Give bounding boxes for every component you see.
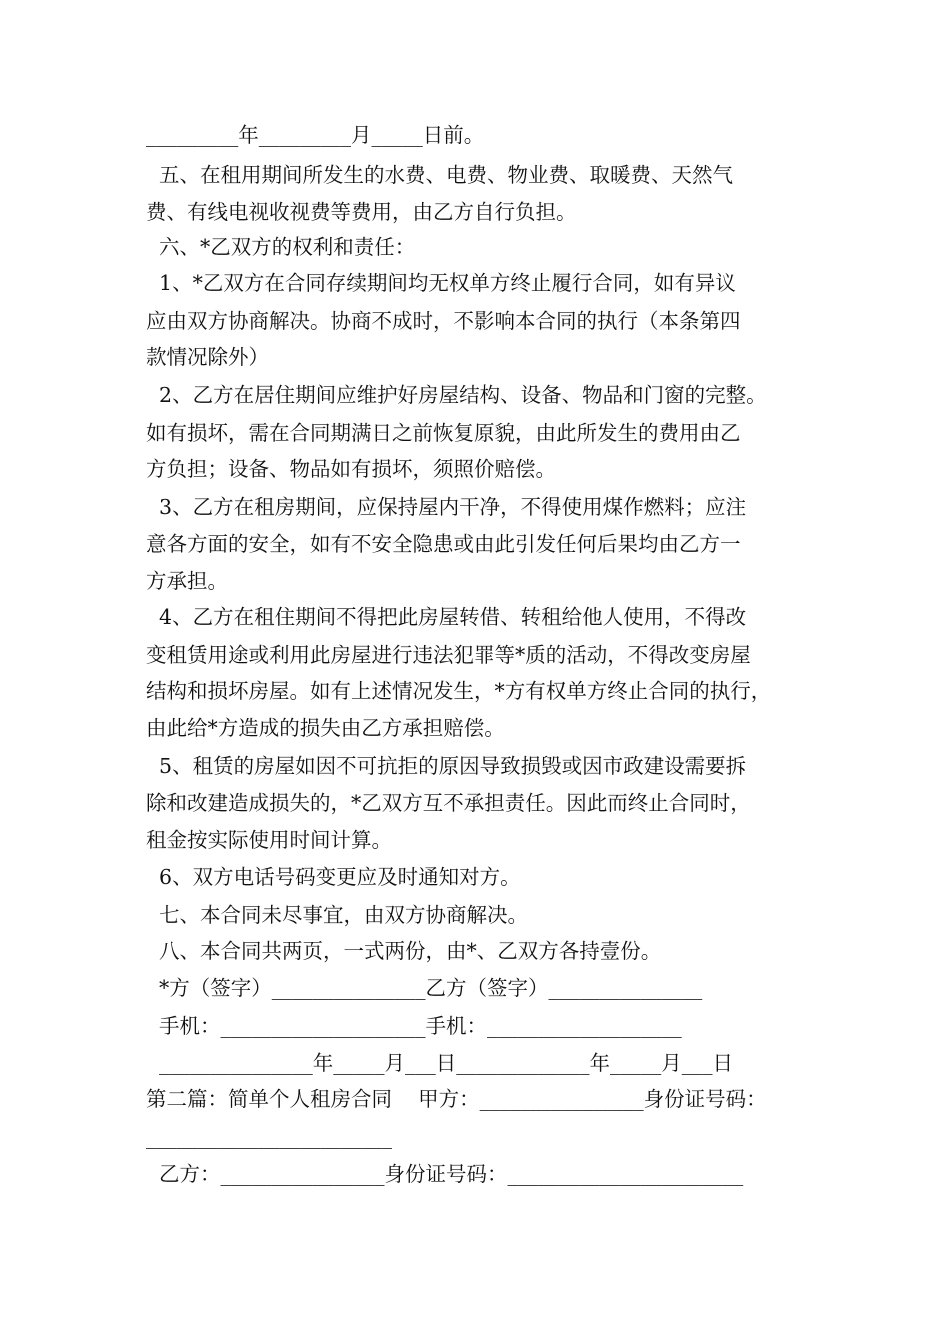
item-6-line: 6、双方电话号码变更应及时通知对方。: [146, 865, 521, 889]
clause-7-line: 七、本合同未尽事宜，由双方协商解决。: [146, 903, 529, 927]
item-4-line-3: 结构和损坏房屋。如有上述情况发生，*方有权单方终止合同的执行，: [146, 679, 772, 703]
item-2-line-3: 方负担；设备、物品如有损坏，须照价赔偿。: [146, 457, 556, 481]
signature-line: *方（签字）_______________乙方（签字）_______________: [146, 976, 703, 1000]
second-contract-heading: 第二篇：简单个人租房合同 甲方：________________身份证号码：: [146, 1087, 767, 1111]
phone-line: 手机：____________________手机：___________________: [146, 1014, 682, 1038]
item-1-line-2: 应由双方协商解决。协商不成时，不影响本合同的执行（本条第四: [146, 309, 741, 333]
item-1-line-1: 1、*乙双方在合同存续期间均无权单方终止履行合同，如有异议: [146, 271, 736, 295]
item-3-line-3: 方承担。: [146, 569, 228, 593]
item-3-line-1: 3、乙方在租房期间，应保持屋内干净，不得使用煤作燃料；应注: [146, 495, 747, 519]
item-4-line-4: 由此给*方造成的损失由乙方承担赔偿。: [146, 716, 505, 740]
item-2-line-1: 2、乙方在居住期间应维护好房屋结构、设备、物品和门窗的完整。: [146, 383, 767, 407]
item-3-line-2: 意各方面的安全，如有不安全隐患或由此引发任何后果均由乙方一: [146, 532, 741, 556]
item-5-line-3: 租金按实际使用时间计算。: [146, 828, 392, 852]
party-b-line: 乙方：________________身份证号码：_______________________: [146, 1162, 744, 1186]
date-line: _______________年_____月___日_____________年_____月___日: [146, 1051, 734, 1075]
clause-8-line: 八、本合同共两页，一式两份，由*、乙双方各持壹份。: [146, 939, 662, 963]
item-5-line-2: 除和改建造成损失的，*乙双方互不承担责任。因此而终止合同时，: [146, 791, 751, 815]
clause-5-line-1: 五、在租用期间所发生的水费、电费、物业费、取暖费、天然气: [146, 163, 734, 187]
due-date-line: _________年_________月_____日前。: [146, 123, 485, 147]
clause-6-heading: 六、*乙双方的权利和责任：: [146, 235, 416, 259]
item-2-line-2: 如有损坏，需在合同期满日之前恢复原貌，由此所发生的费用由乙: [146, 421, 741, 445]
clause-5-line-2: 费、有线电视收视费等费用，由乙方自行负担。: [146, 200, 577, 224]
item-1-line-3: 款情况除外）: [146, 345, 269, 369]
id-number-blank: ________________________: [146, 1125, 392, 1149]
item-4-line-1: 4、乙方在租住期间不得把此房屋转借、转租给他人使用，不得改: [146, 605, 747, 629]
item-4-line-2: 变租赁用途或利用此房屋进行违法犯罪等*质的活动，不得改变房屋: [146, 643, 751, 667]
item-5-line-1: 5、租赁的房屋如因不可抗拒的原因导致损毁或因市政建设需要拆: [146, 754, 747, 778]
